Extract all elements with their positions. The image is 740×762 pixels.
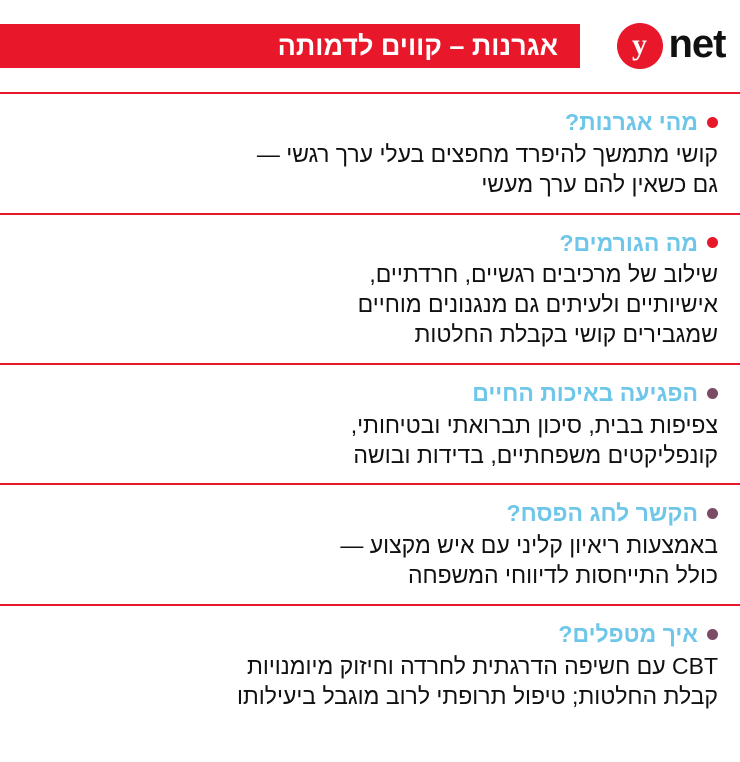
section-body-line: צפיפות בבית, סיכון תברואתי ובטיחותי, xyxy=(350,411,718,438)
section-body-line: שילוב של מרכיבים רגשיים, חרדתיים, xyxy=(369,261,718,288)
ynet-logo-word: net xyxy=(668,22,726,66)
section-passover-connection xyxy=(0,483,740,604)
section-title: הקשר לחג הפסח? xyxy=(506,500,698,527)
section-header xyxy=(22,229,718,258)
ynet-logo-letter: y xyxy=(632,28,647,61)
section-body-line: באמצעות ריאיון קליני עם איש מקצוע — xyxy=(340,532,718,559)
sections-list xyxy=(0,92,740,725)
bullet-icon xyxy=(707,508,718,519)
section-treatment xyxy=(0,604,740,725)
bullet-icon xyxy=(707,237,718,248)
section-what-is-hoarding xyxy=(0,92,740,213)
bullet-icon xyxy=(707,388,718,399)
page-title: אגרנות – קווים לדמותה xyxy=(277,31,558,61)
section-body-line: אישיותיים ולעיתים גם מנגנונים מוחיים xyxy=(357,291,718,318)
section-header xyxy=(22,379,718,408)
section-body-line: CBT עם חשיפה הדרגתית לחרדה וחיזוק מיומנויות xyxy=(246,652,718,679)
ynet-logo[interactable] xyxy=(580,14,740,78)
section-body xyxy=(22,411,718,471)
section-body xyxy=(22,652,718,712)
section-title: מהי אגרנות? xyxy=(565,109,698,135)
section-header xyxy=(22,620,718,649)
section-header xyxy=(22,108,718,137)
section-body xyxy=(22,531,718,591)
section-body xyxy=(22,260,718,350)
section-body xyxy=(22,140,718,200)
section-body-line: שמגבירים קושי בקבלת החלטות xyxy=(414,321,718,348)
section-body-line: כולל התייחסות לדיווחי המשפחה xyxy=(407,562,718,589)
bullet-icon xyxy=(707,629,718,640)
section-header xyxy=(22,499,718,528)
section-causes xyxy=(0,213,740,363)
header xyxy=(0,0,740,92)
section-title: הפגיעה באיכות החיים xyxy=(472,379,698,406)
section-body-line: גם כשאין להם ערך מעשי xyxy=(481,170,718,197)
section-body-line: קושי מתמשך להיפרד מחפצים בעלי ערך רגשי — xyxy=(256,140,718,167)
ynet-logo-mark-icon xyxy=(617,23,663,69)
section-body-line: קבלת החלטות; טיפול תרופתי לרוב מוגבל ביעילותו xyxy=(236,682,718,709)
bullet-icon xyxy=(707,117,718,128)
section-title: איך מטפלים? xyxy=(558,621,698,648)
section-title: מה הגורמים? xyxy=(559,229,698,256)
section-body-line: קונפליקטים משפחתיים, בדידות ובושה xyxy=(353,441,718,468)
header-title-bar xyxy=(0,24,580,68)
section-quality-of-life xyxy=(0,363,740,484)
